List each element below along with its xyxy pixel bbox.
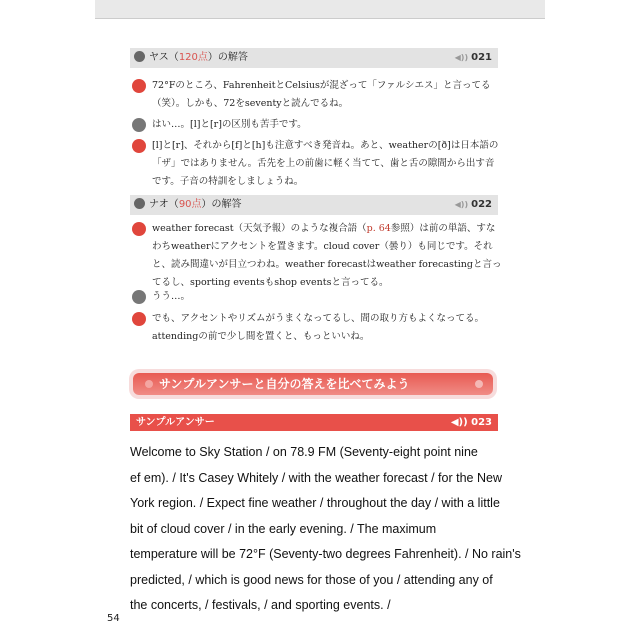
teacher-face-icon: [132, 79, 146, 93]
student-face-icon: [134, 198, 145, 209]
sample-answer-header: [130, 414, 498, 431]
bullet-icon: [475, 380, 483, 388]
dialog-line: [130, 220, 502, 292]
sample-line: Welcome to Sky Station / on 78.9 FM (Seventy-eight point nine: [130, 445, 478, 459]
audio-track[interactable]: [451, 414, 492, 431]
dialog-line: [130, 310, 502, 346]
sample-answer-text: [130, 440, 521, 619]
dialog-line: [130, 137, 502, 191]
teacher-face-icon: [132, 312, 146, 326]
sample-line: ef em). / It's Casey Whitely / with the weather forecast / for the New: [130, 470, 502, 485]
sample-line: temperature will be 72°F (Seventy-two degrees Fahrenheit). / No rain's: [130, 547, 521, 561]
track-number: 021: [471, 52, 492, 63]
teacher-face-icon: [132, 222, 146, 236]
speaker-icon: ◀)): [450, 417, 472, 428]
student-face-icon: [132, 118, 146, 132]
header-name: ヤス（: [149, 52, 179, 63]
dialog-text: 参照）は前の単語、すなわちweatherにアクセントを置きます。cloud cover（曇り）も同じです。それと、読み間違いが目立つわね。weather forecastはweather forecastingと言ってるし、sporting eventsもshop eventsと言ってる。: [152, 223, 502, 288]
sample-line: the concerts, / festivals, / and sporting events. /: [130, 598, 391, 612]
sample-line: York region. / Expect fine weather / throughout the day / with a little: [130, 496, 500, 510]
dialog-text: 72°Fのところ、FahrenheitとCelsiusが混ざって「ファルシエス」と言ってる（笑）。しかも、72をseventyと読んでるね。: [152, 80, 491, 109]
top-bar: [95, 0, 545, 19]
header-name: ナオ（: [149, 199, 179, 210]
dialog-line: [130, 77, 502, 113]
dialog-line: [130, 288, 502, 306]
section-header-nao: [130, 195, 498, 215]
score: 90点: [178, 199, 202, 210]
compare-banner: [133, 373, 493, 395]
sample-line: predicted, / which is good news for those of you / attending any of: [130, 572, 493, 587]
section-header-yasu: [130, 48, 498, 68]
dialog-text: weather forecast（天気予報）のような複合語（: [152, 223, 367, 234]
dialog-text: でも、アクセントやリズムがうまくなってるし、間の取り方もよくなってる。attendingの前で少し間を置くと、もっといいね。: [152, 313, 485, 342]
track-number: 022: [471, 199, 492, 210]
track-number: 023: [471, 417, 492, 428]
page-reference: p. 64: [366, 223, 391, 234]
speaker-icon: ◀)): [454, 200, 469, 209]
score: 120点: [178, 52, 208, 63]
dialog-text: [l]と[r]、それから[f]と[h]も注意すべき発音ね。あと、weatherの[ð]は日本語の「ザ」ではありません。舌先を上の前歯に軽く当てて、歯と舌の隙間から出す音です。子音の特訓をしましょうね。: [152, 140, 499, 187]
teacher-face-icon: [132, 139, 146, 153]
page-number: 54: [107, 613, 120, 624]
audio-track[interactable]: [455, 48, 492, 68]
bullet-icon: [145, 380, 153, 388]
dialog-text: はい…。[l]と[r]の区別も苦手です。: [152, 119, 307, 130]
banner-text: サンプルアンサーと自分の答えを比べてみよう: [159, 377, 410, 391]
student-face-icon: [132, 290, 146, 304]
speaker-icon: ◀)): [454, 53, 469, 62]
audio-track[interactable]: [455, 195, 492, 215]
dialog-text: うう…。: [152, 291, 191, 302]
sample-title: サンプルアンサー: [136, 417, 215, 428]
student-face-icon: [134, 51, 145, 62]
dialog-line: [130, 116, 502, 134]
sample-line: bit of cloud cover / in the early evening. / The maximum: [130, 521, 437, 536]
header-suffix: ）の解答: [201, 199, 242, 210]
header-suffix: ）の解答: [207, 52, 248, 63]
